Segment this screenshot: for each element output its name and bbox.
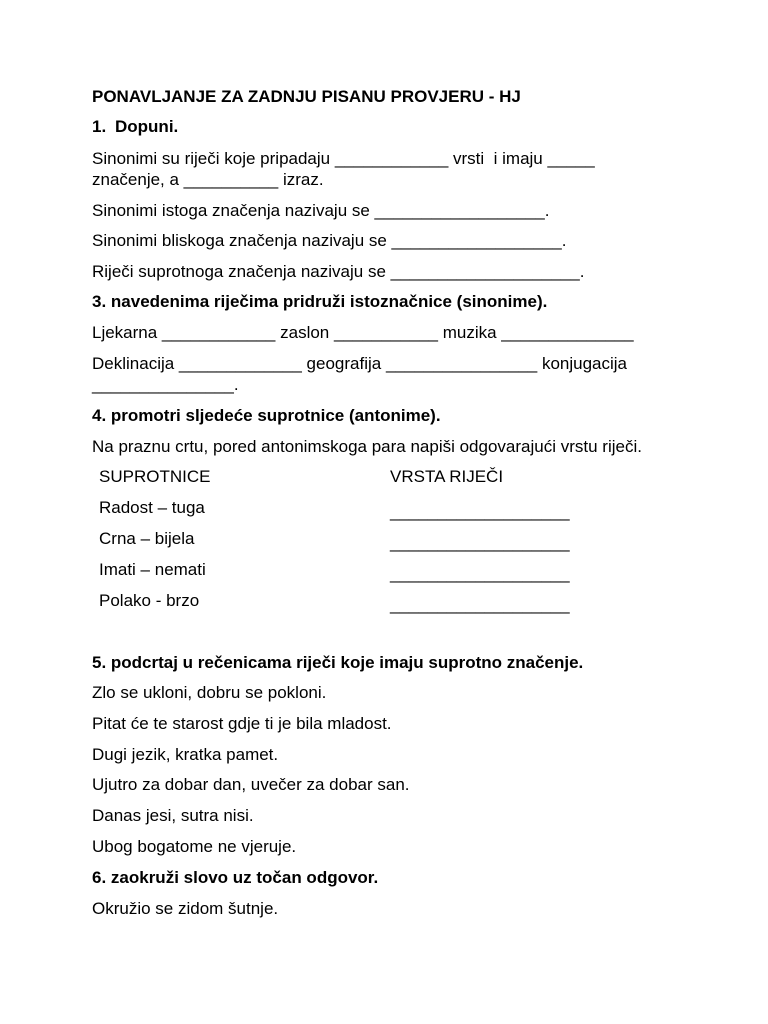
worksheet-title: PONAVLJANJE ZA ZADNJU PISANU PROVJERU - HJ bbox=[92, 87, 521, 106]
q1-line-3: Sinonimi istoga značenja nazivaju se __________________. bbox=[92, 201, 550, 220]
q5-sentence: Danas jesi, sutra nisi. bbox=[92, 806, 254, 825]
q3-heading: 3. navedenima riječima pridruži istoznačnice (sinonime). bbox=[92, 292, 548, 311]
q4-col-header-left: SUPROTNICE bbox=[99, 467, 211, 486]
q6-heading: 6. zaokruži slovo uz točan odgovor. bbox=[92, 868, 379, 887]
q4-row-pair: Crna – bijela bbox=[99, 529, 195, 548]
q5-sentence: Ujutro za dobar dan, uvečer za dobar san. bbox=[92, 775, 410, 794]
q1-heading bbox=[92, 117, 178, 137]
q5-sentence: Ubog bogatome ne vjeruje. bbox=[92, 837, 297, 856]
q1-line-1: Sinonimi su riječi koje pripadaju ____________ vrsti i imaju _____ bbox=[92, 149, 595, 168]
q1-number: 1. bbox=[92, 117, 107, 136]
q1-line-5: Riječi suprotnoga značenja nazivaju se ____________________. bbox=[92, 262, 585, 281]
q4-row-pair: Polako - brzo bbox=[99, 591, 200, 610]
q4-col-header-right: VRSTA RIJEČI bbox=[390, 467, 504, 486]
q1-line-2: značenje, a __________ izraz. bbox=[92, 170, 324, 189]
q5-sentence: Zlo se ukloni, dobru se pokloni. bbox=[92, 683, 327, 702]
q4-row-pair: Radost – tuga bbox=[99, 498, 205, 517]
q4-instruction: Na praznu crtu, pored antonimskoga para napiši odgovarajući vrstu riječi. bbox=[92, 437, 642, 456]
q4-row-blank: ___________________ bbox=[390, 564, 570, 583]
q4-heading: 4. promotri sljedeće suprotnice (antonime). bbox=[92, 406, 441, 425]
q6-sentence: Okružio se zidom šutnje. bbox=[92, 899, 279, 918]
q4-row-blank: ___________________ bbox=[390, 595, 570, 614]
q3-line-3: _______________. bbox=[92, 375, 239, 394]
q4-row-pair: Imati – nemati bbox=[99, 560, 206, 579]
q4-row-blank: ___________________ bbox=[390, 502, 570, 521]
q5-heading: 5. podcrtaj u rečenicama riječi koje imaju suprotno značenje. bbox=[92, 653, 584, 672]
q1-line-4: Sinonimi bliskoga značenja nazivaju se __________________. bbox=[92, 231, 567, 250]
q3-line-2: Deklinacija _____________ geografija ________________ konjugacija bbox=[92, 354, 628, 373]
q4-row-blank: ___________________ bbox=[390, 533, 570, 552]
q3-line-1: Ljekarna ____________ zaslon ___________ muzika ______________ bbox=[92, 323, 634, 342]
q5-sentence: Pitat će te starost gdje ti je bila mladost. bbox=[92, 714, 392, 733]
q1-heading-text: Dopuni. bbox=[115, 117, 179, 136]
q5-sentence: Dugi jezik, kratka pamet. bbox=[92, 745, 279, 764]
